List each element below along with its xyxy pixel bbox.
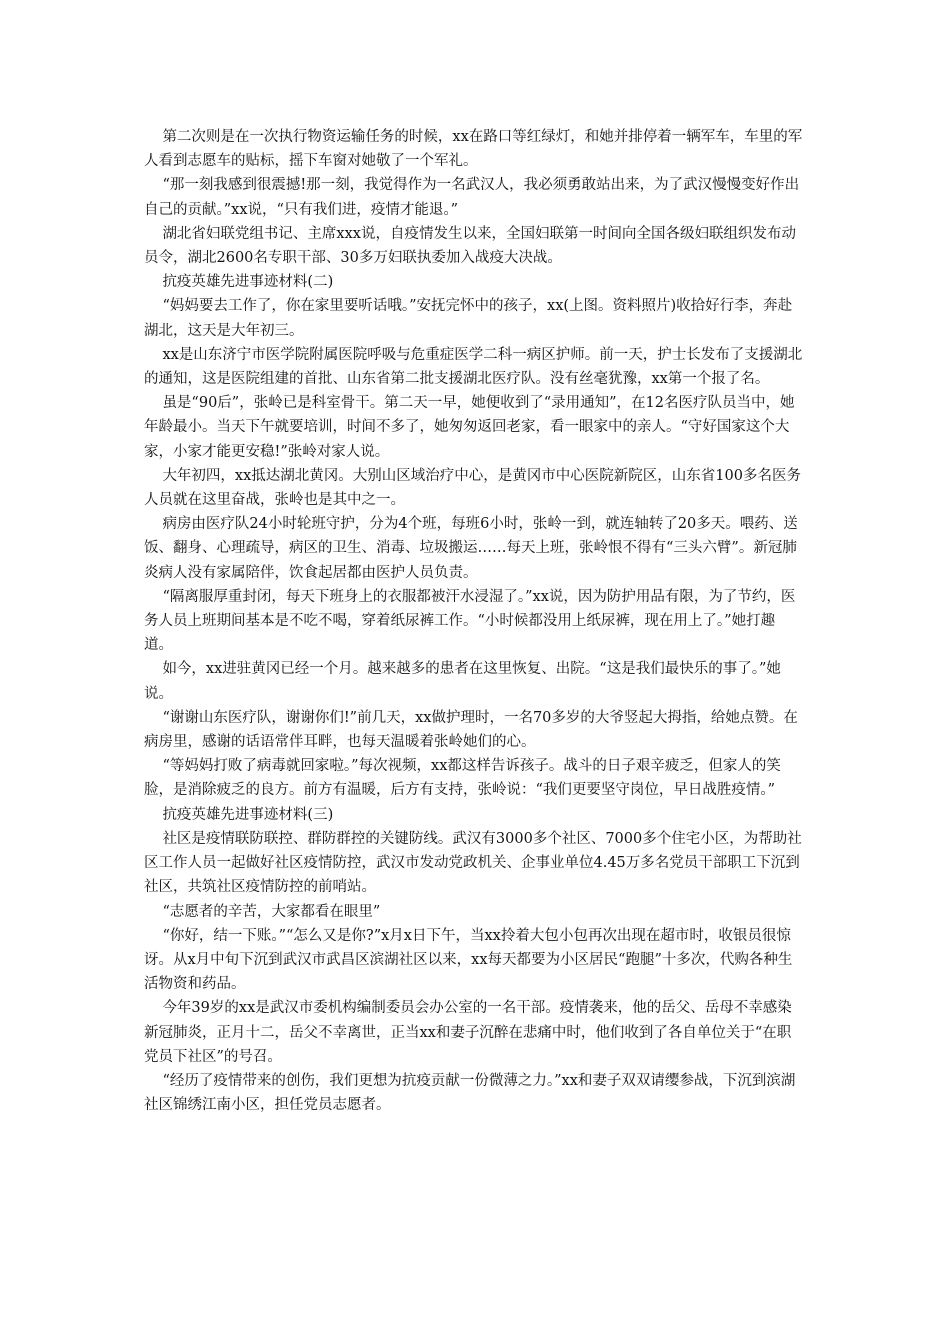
paragraph-wuhan-quote: “那一刻我感到很震撼!那一刻，我觉得作为一名武汉人，我必须勇敢站出来，为了武汉慢慢变好作出自己的贡献。”xx说，“只有我们进，疫情才能退。”	[144, 177, 800, 218]
paragraph-military-salute: 第二次则是在一次执行物资运输任务的时候，xx在路口等红绿灯，和她并排停着一辆军车，车里的军人看到志愿车的贴标，摇下车窗对她敬了一个军礼。	[144, 129, 803, 170]
paragraph-isolation-suit: “隔离服厚重封闭，每天下班身上的衣服都被汗水浸湿了。”xx说，因为防护用品有限，为了节约，医务人员上班期间基本是不吃不喝，穿着纸尿裤工作。“小时候都没用上纸尿裤，现在用上了。”她打趣道。	[144, 588, 796, 654]
document-page	[144, 125, 804, 1117]
paragraph-video-call: “等妈妈打败了病毒就回家啦。”每次视频，xx都这样告诉孩子。战斗的日子艰辛疲乏，但家人的笑脸，是消除疲乏的良方。前方有温暖，后方有支持，张岭说：“我们更要坚守岗位，早日战胜疫情。”	[144, 758, 781, 799]
section-heading-2: 抗疫英雄先进事迹材料(二)	[162, 274, 334, 291]
paragraph-community-defense: 社区是疫情联防联控、群防群控的关键防线。武汉有3000多个社区、7000多个住宅小区，为帮助社区工作人员一起做好社区疫情防控，武汉市发动党政机关、企事业单位4.45万多名党员干部职工下沉到社区，共筑社区疫情防控的前哨站。	[144, 830, 802, 896]
paragraph-nurse-volunteer: xx是山东济宁市医学院附属医院呼吸与危重症医学二科一病区护师。前一天，护士长发布了支援湖北的通知，这是医院组建的首批、山东省第二批支援湖北医疗队。没有丝毫犹豫，xx第一个报了名。	[144, 346, 803, 388]
paragraph-couple-volunteer: “经历了疫情带来的创伤，我们更想为抗疫贡献一份微薄之力。”xx和妻子双双请缨参战，下沉到滨湖社区锦绣江南小区，担任党员志愿者。	[144, 1072, 796, 1114]
section-heading-3: 抗疫英雄先进事迹材料(三)	[162, 806, 334, 823]
paragraph-mother-leaves: “妈妈要去工作了，你在家里要听话哦。”安抚完怀中的孩子，xx(上图。资料照片)收拾好行李，奔赴湖北，这天是大年初三。	[144, 298, 793, 339]
paragraph-ward-shifts: 病房由医疗队24小时轮班守护，分为4个班，每班6小时，张岭一到，就连轴转了20多天。喂药、送饭、翻身、心理疏导，病区的卫生、消毒、垃圾搬运……每天上班，张岭恨不得有“三头六臂”。新冠肺炎病人没有家属陪伴，饮食起居都由医护人员负责。	[144, 516, 798, 581]
paragraph-supermarket: “你好，结一下账。”“怎么又是你?”x月x日下午，当xx拎着大包小包再次出现在超市时，收银员很惊讶。从x月中旬下沉到武汉市武昌区滨湖社区以来，xx每天都要为小区居民“跑腿”十多次，代购各种生活物资和药品。	[144, 927, 793, 993]
paragraph-thanks: “谢谢山东医疗队，谢谢你们!”前几天，xx做护理时，一名70多岁的大爷竖起大拇指，给她点赞。在病房里，感谢的话语常伴耳畔，也每天温暖着张岭她们的心。	[144, 709, 798, 751]
paragraph-cadre: 今年39岁的xx是武汉市委机构编制委员会办公室的一名干部。疫情袭来，他的岳父、岳母不幸感染新冠肺炎，正月十二，岳父不幸离世，正当xx和妻子沉醉在悲痛中时，他们收到了各自单位关于“在职党员下社区”的号召。	[144, 1000, 792, 1065]
paragraph-arrive-huanggang: 大年初四，xx抵达湖北黄冈。大别山区域治疗中心，是黄冈市中心医院新院区，山东省100多名医务人员就在这里奋战，张岭也是其中之一。	[144, 467, 801, 509]
paragraph-volunteer-subtitle: “志愿者的辛苦，大家都看在眼里”	[162, 903, 381, 920]
paragraph-one-month: 如今，xx进驻黄冈已经一个月。越来越多的患者在这里恢复、出院。“这是我们最快乐的事了。”她说。	[144, 661, 781, 702]
paragraph-womens-federation: 湖北省妇联党组书记、主席xxx说，自疫情发生以来，全国妇联第一时间向全国各级妇联组织发布动员令，湖北2600名专职干部、30多万妇联执委加入战疫大决战。	[144, 225, 796, 267]
paragraph-post90: 虽是“90后”，张岭已是科室骨干。第二天一早，她便收到了“录用通知”，在12名医疗队员当中，她年龄最小。当天下午就要培训，时间不多了，她匆匆返回老家，看一眼家中的亲人。“守好国家这个大家，小家才能更安稳!”张岭对家人说。	[144, 395, 795, 460]
